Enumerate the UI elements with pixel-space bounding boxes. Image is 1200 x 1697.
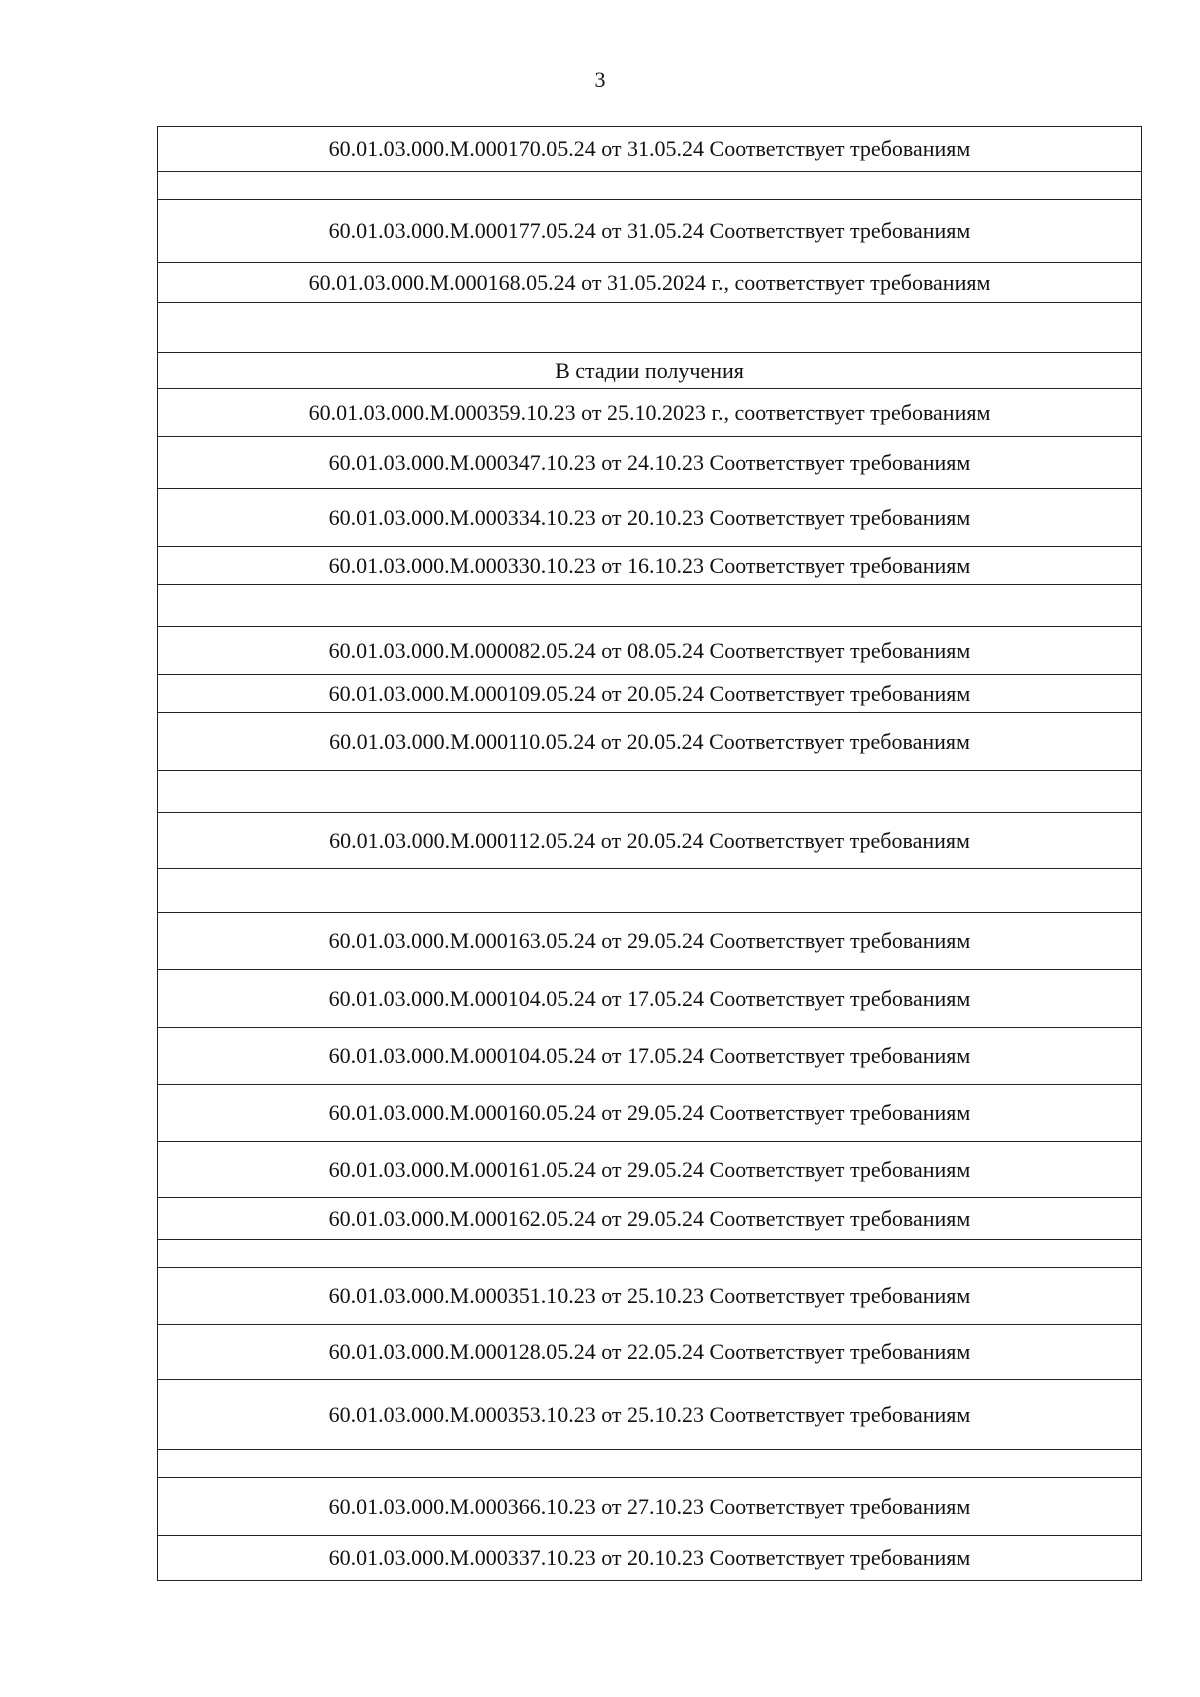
- table-row: [158, 675, 1142, 713]
- table-row: [158, 1478, 1142, 1536]
- table-cell: 60.01.03.000.М.000337.10.23 от 20.10.23 Соответствует требованиям: [158, 1536, 1142, 1581]
- table-cell: 60.01.03.000.М.000110.05.24 от 20.05.24 Соответствует требованиям: [158, 713, 1142, 771]
- table-cell: [158, 585, 1142, 627]
- table-cell: 60.01.03.000.М.000170.05.24 от 31.05.24 Соответствует требованиям: [158, 127, 1142, 172]
- table-row: [158, 970, 1142, 1028]
- table-row: [158, 303, 1142, 353]
- table-cell: [158, 1450, 1142, 1478]
- table-row: [158, 1028, 1142, 1085]
- table-row: [158, 1240, 1142, 1268]
- table-cell: 60.01.03.000.М.000359.10.23 от 25.10.2023 г., соответствует требованиям: [158, 389, 1142, 437]
- table-cell: 60.01.03.000.М.000109.05.24 от 20.05.24 Соответствует требованиям: [158, 675, 1142, 713]
- table-cell: В стадии получения: [158, 353, 1142, 389]
- table-cell: 60.01.03.000.М.000334.10.23 от 20.10.23 Соответствует требованиям: [158, 489, 1142, 547]
- table-cell: 60.01.03.000.М.000177.05.24 от 31.05.24 Соответствует требованиям: [158, 200, 1142, 263]
- table-row: [158, 1085, 1142, 1142]
- table-cell: 60.01.03.000.М.000104.05.24 от 17.05.24 Соответствует требованиям: [158, 1028, 1142, 1085]
- table-cell: 60.01.03.000.М.000128.05.24 от 22.05.24 Соответствует требованиям: [158, 1325, 1142, 1380]
- table-cell: 60.01.03.000.М.000082.05.24 от 08.05.24 Соответствует требованиям: [158, 627, 1142, 675]
- table-cell: 60.01.03.000.М.000104.05.24 от 17.05.24 Соответствует требованиям: [158, 970, 1142, 1028]
- table-cell: [158, 771, 1142, 813]
- table-row: [158, 627, 1142, 675]
- table-cell: 60.01.03.000.М.000347.10.23 от 24.10.23 Соответствует требованиям: [158, 437, 1142, 489]
- table-row: [158, 1198, 1142, 1240]
- page-number: 3: [594, 67, 606, 92]
- table-row: [158, 1268, 1142, 1325]
- table-cell: 60.01.03.000.М.000160.05.24 от 29.05.24 Соответствует требованиям: [158, 1085, 1142, 1142]
- table-row: [158, 389, 1142, 437]
- table-cell: 60.01.03.000.М.000330.10.23 от 16.10.23 Соответствует требованиям: [158, 547, 1142, 585]
- table-row: [158, 200, 1142, 263]
- table-cell: 60.01.03.000.М.000366.10.23 от 27.10.23 Соответствует требованиям: [158, 1478, 1142, 1536]
- table-row: [158, 437, 1142, 489]
- table-row: [158, 1325, 1142, 1380]
- table-cell: [158, 303, 1142, 353]
- table-row: [158, 1536, 1142, 1581]
- table-row: [158, 489, 1142, 547]
- table-row: [158, 1450, 1142, 1478]
- table-row: [158, 585, 1142, 627]
- table-row: [158, 1142, 1142, 1198]
- table-row: [158, 127, 1142, 172]
- table-cell: 60.01.03.000.М.000161.05.24 от 29.05.24 Соответствует требованиям: [158, 1142, 1142, 1198]
- table-row: [158, 353, 1142, 389]
- table-row: [158, 869, 1142, 913]
- table-cell: 60.01.03.000.М.000168.05.24 от 31.05.2024 г., соответствует требованиям: [158, 263, 1142, 303]
- table-cell: 60.01.03.000.М.000351.10.23 от 25.10.23 Соответствует требованиям: [158, 1268, 1142, 1325]
- table-row: [158, 713, 1142, 771]
- table-row: [158, 172, 1142, 200]
- table-cell: 60.01.03.000.М.000112.05.24 от 20.05.24 Соответствует требованиям: [158, 813, 1142, 869]
- table-cell: [158, 1240, 1142, 1268]
- certificates-table: [157, 126, 1142, 1581]
- table-row: [158, 913, 1142, 970]
- table-row: [158, 263, 1142, 303]
- table-row: [158, 1380, 1142, 1450]
- table-row: [158, 813, 1142, 869]
- table-cell: 60.01.03.000.М.000163.05.24 от 29.05.24 Соответствует требованиям: [158, 913, 1142, 970]
- table-row: [158, 547, 1142, 585]
- table-cell: [158, 869, 1142, 913]
- table-row: [158, 771, 1142, 813]
- table-cell: [158, 172, 1142, 200]
- table-cell: 60.01.03.000.М.000353.10.23 от 25.10.23 Соответствует требованиям: [158, 1380, 1142, 1450]
- table-cell: 60.01.03.000.М.000162.05.24 от 29.05.24 Соответствует требованиям: [158, 1198, 1142, 1240]
